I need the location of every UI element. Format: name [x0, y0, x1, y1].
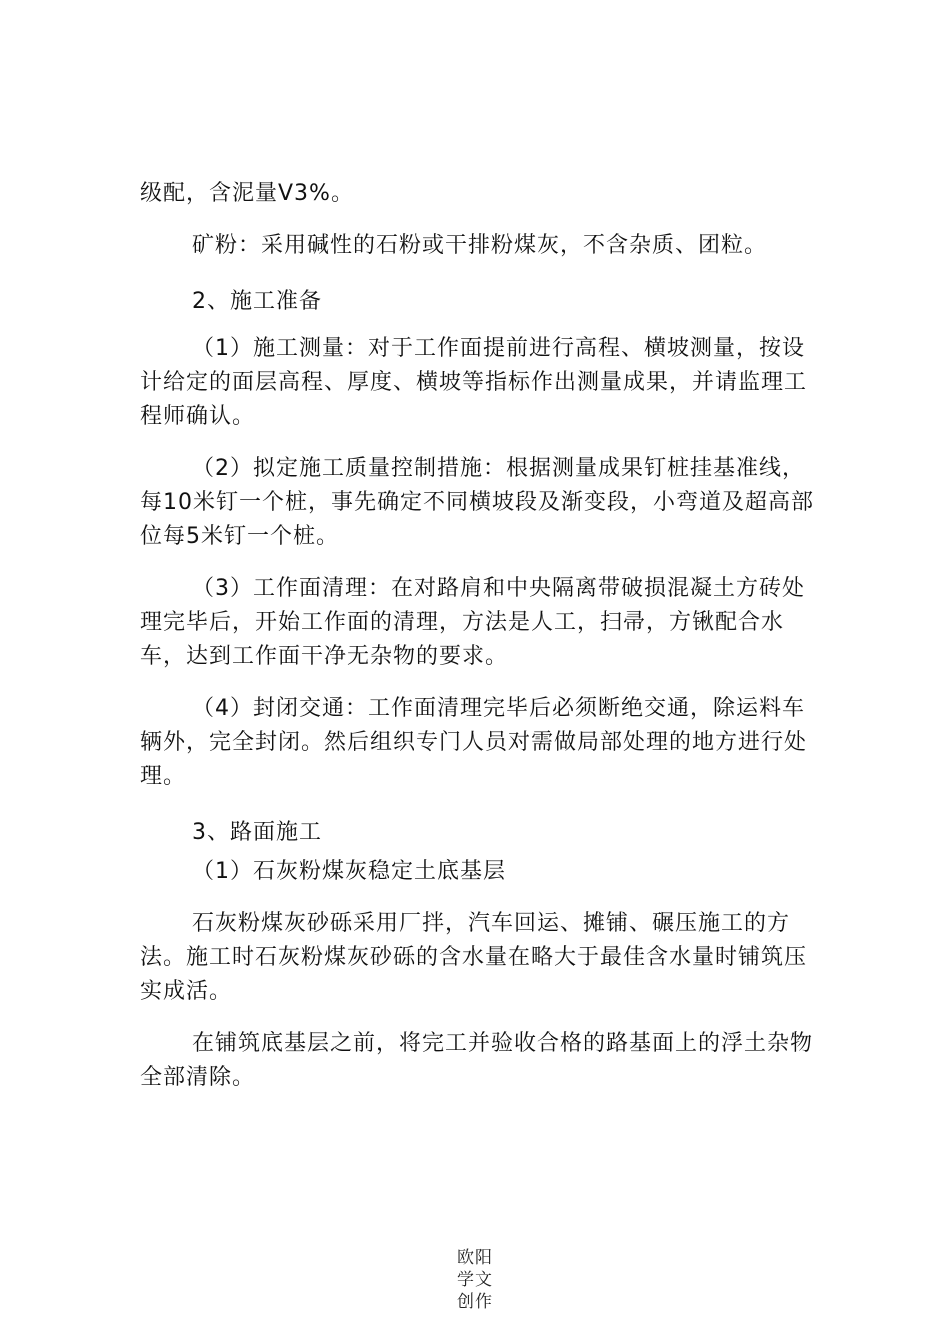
- document-body: [140, 177, 815, 1095]
- paragraph-surface-cleaning: （3）工作面清理：在对路肩和中央隔离带破损混凝土方砖处理完毕后，开始工作面的清理，方法是人工，扫帚，方锹配合水车，达到工作面干净无杂物的要求。: [140, 576, 805, 669]
- paragraph-mineral-powder: 矿粉：采用碱性的石粉或干排粉煤灰，不含杂质、团粒。: [192, 233, 768, 258]
- heading-construction-preparation: 2、施工准备: [192, 289, 322, 314]
- paragraph-grading-continued: 级配，含泥量V3%。: [140, 181, 354, 206]
- paragraph-quality-control: （2）拟定施工质量控制措施：根据测量成果钉桩挂基准线，每10米钉一个桩，事先确定不同横坡段及渐变段，小弯道及超高部位每5米钉一个桩。: [140, 456, 814, 549]
- footer-line-1: 欧阳: [457, 1248, 493, 1268]
- paragraph-subgrade-clearing: 在铺筑底基层之前，将完工并验收合格的路基面上的浮土杂物全部清除。: [140, 1031, 814, 1090]
- subheading-subbase: （1）石灰粉煤灰稳定土底基层: [192, 859, 506, 884]
- footer-line-2: 学文: [457, 1270, 493, 1290]
- footer-attribution: [0, 1247, 950, 1313]
- paragraph-traffic-closure: （4）封闭交通：工作面清理完毕后必须断绝交通，除运料车辆外，完全封闭。然后组织专门人员对需做局部处理的地方进行处理。: [140, 696, 808, 789]
- paragraph-mixing-method: 石灰粉煤灰砂砾采用厂拌，汽车回运、摊铺、碾压施工的方法。施工时石灰粉煤灰砂砾的含水量在略大于最佳含水量时铺筑压实成活。: [140, 911, 808, 1004]
- heading-pavement-construction: 3、路面施工: [192, 820, 322, 845]
- paragraph-survey: （1）施工测量：对于工作面提前进行高程、横坡测量，按设计给定的面层高程、厚度、横坡等指标作出测量成果，并请监理工程师确认。: [140, 336, 808, 429]
- footer-line-3: 创作: [457, 1292, 493, 1312]
